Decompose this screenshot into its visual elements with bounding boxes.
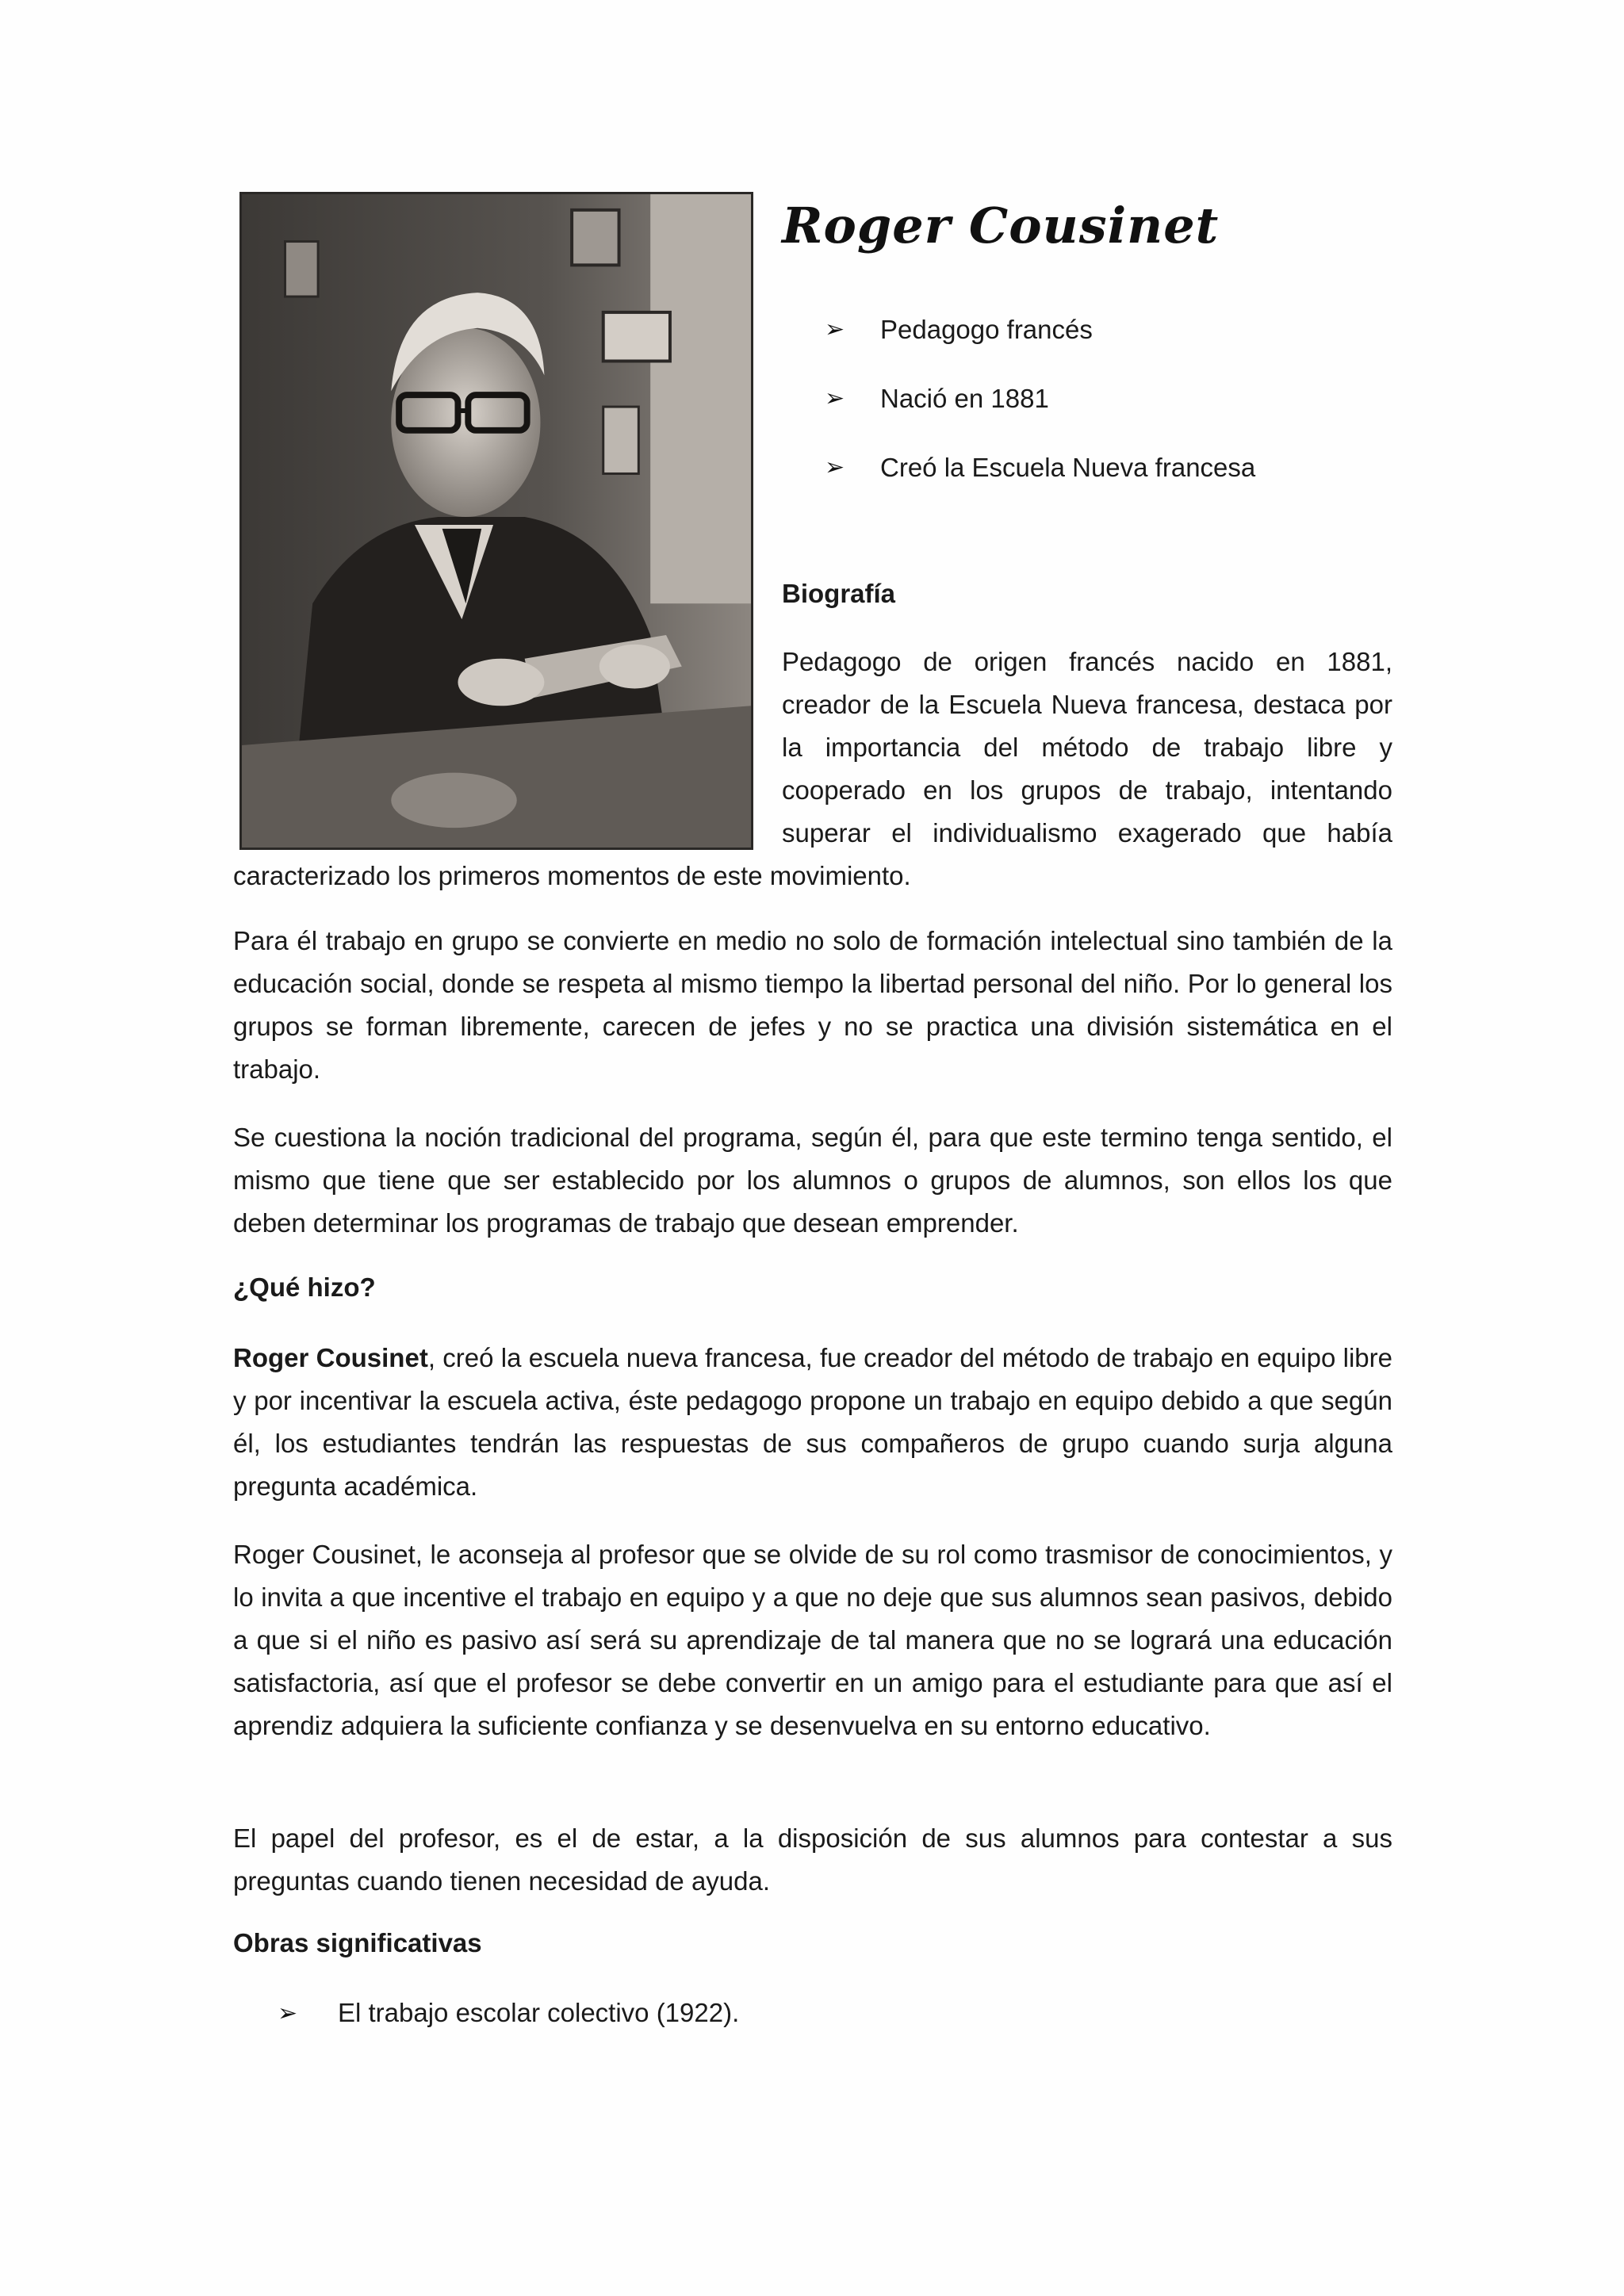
author-name: Roger Cousinet bbox=[233, 1343, 428, 1372]
portrait-photo bbox=[239, 192, 753, 850]
arrow-bullet-icon: ➢ bbox=[825, 454, 845, 480]
biography-paragraph-wrapped: Pedagogo de origen francés nacido en 1881, creador de la Escuela Nueva francesa, destaca por la importancia del método de trabajo libre y cooperado en los grupos de trabajo, intentando superar el individualismo exagerado que había bbox=[782, 647, 1392, 848]
list-item-text: Nació en 1881 bbox=[880, 383, 1049, 413]
list-item bbox=[825, 433, 1255, 502]
page-title: Roger Cousinet bbox=[782, 197, 1220, 254]
what-did-paragraph-1 bbox=[233, 1337, 1392, 1508]
what-did-paragraph-1-text: , creó la escuela nueva francesa, fue creador del método de trabajo en equipo libre y por incentivar la escuela activa, éste pedagogo propone un trabajo en equipo debido a que según él, los estudiantes tendrán las respuestas de sus compañeros de grupo cuando surja alguna pregunta académica. bbox=[233, 1343, 1392, 1501]
list-item-text: Pedagogo francés bbox=[880, 314, 1093, 344]
what-did-heading: ¿Qué hizo? bbox=[233, 1272, 376, 1302]
biography-paragraph-3: Se cuestiona la noción tradicional del programa, según él, para que este termino tenga sentido, el mismo que tiene que ser establecido por los alumnos o grupos de alumnos, son ellos los que deben determinar los programas de trabajo que desean emprender. bbox=[233, 1123, 1392, 1238]
what-did-paragraph-3: El papel del profesor, es el de estar, a la disposición de sus alumnos para contestar a sus preguntas cuando tienen necesidad de ayuda. bbox=[233, 1823, 1392, 1896]
arrow-bullet-icon: ➢ bbox=[825, 385, 845, 411]
list-item bbox=[825, 295, 1255, 364]
arrow-bullet-icon: ➢ bbox=[278, 1999, 298, 2026]
arrow-bullet-icon: ➢ bbox=[825, 316, 845, 342]
biography-heading: Biografía bbox=[782, 579, 896, 608]
list-item bbox=[825, 364, 1255, 433]
list-item bbox=[278, 1998, 739, 2028]
works-heading: Obras significativas bbox=[233, 1928, 482, 1957]
list-item-text: El trabajo escolar colectivo (1922). bbox=[338, 1998, 740, 2027]
portrait-illustration bbox=[242, 194, 751, 848]
biography-paragraph-tail: caracterizado los primeros momentos de este movimiento. bbox=[233, 861, 911, 890]
what-did-paragraph-2: Roger Cousinet, le aconseja al profesor que se olvide de su rol como trasmisor de conocimientos, y lo invita a que incentive el trabajo en equipo y a que no deje que sus alumnos sean pasivos, debido a que si el niño es pasivo así será su aprendizaje de tal manera que no se logrará una educación satisfactoria, así que el profesor se debe convertir en un amigo para el estudiante para que así el aprendiz adquiera la suficiente confianza y se desenvuelva en su entorno educativo. bbox=[233, 1540, 1392, 1740]
list-item-text: Creó la Escuela Nueva francesa bbox=[880, 452, 1256, 482]
works-list bbox=[278, 1998, 739, 2028]
quick-facts-list bbox=[825, 295, 1255, 502]
biography-paragraph-2: Para él trabajo en grupo se convierte en medio no solo de formación intelectual sino también de la educación social, donde se respeta al mismo tiempo la libertad personal del niño. Por lo general los grupos se forman libremente, carecen de jefes y no se practica una división sistemática en el trabajo. bbox=[233, 926, 1392, 1084]
